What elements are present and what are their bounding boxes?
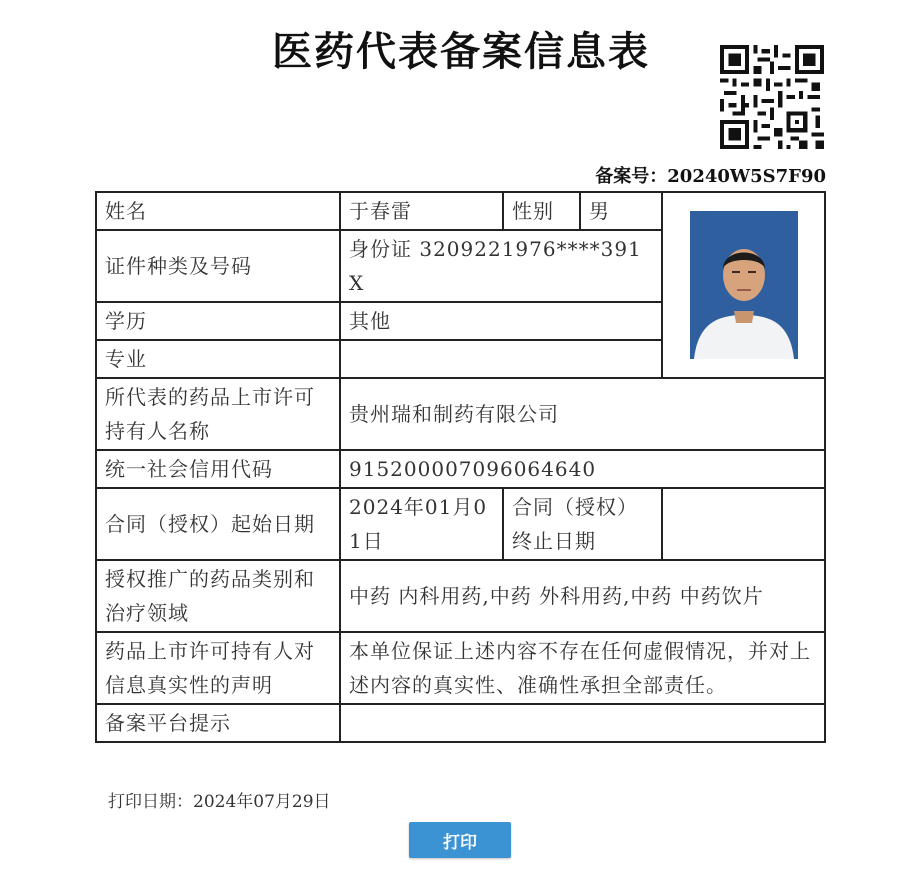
record-number [595, 162, 826, 188]
statement-value: 本单位保证上述内容不存在任何虚假情况，并对上述内容的真实性、准确性承担全部责任。 [340, 632, 825, 704]
print-date [108, 787, 331, 812]
platform-label: 备案平台提示 [96, 704, 340, 742]
info-table [95, 191, 826, 743]
record-number-label: 备案号： [595, 166, 668, 187]
table-row [96, 378, 825, 450]
record-number-value: 20240W5S7F90 [667, 166, 826, 187]
credit-code-value: 915200007096064640 [340, 450, 825, 488]
person-photo [690, 211, 798, 359]
education-value: 其他 [340, 302, 662, 340]
table-row [96, 704, 825, 742]
gender-label: 性别 [503, 192, 580, 230]
major-label: 专业 [96, 340, 340, 378]
print-date-value: 2024年07月29日 [193, 792, 331, 812]
holder-label: 所代表的药品上市许可持有人名称 [96, 378, 340, 450]
education-label: 学历 [96, 302, 340, 340]
holder-value: 贵州瑞和制药有限公司 [340, 378, 825, 450]
statement-label: 药品上市许可持有人对信息真实性的声明 [96, 632, 340, 704]
credit-code-label: 统一社会信用代码 [96, 450, 340, 488]
id-number: 3209221976****391X [349, 237, 642, 295]
category-label: 授权推广的药品类别和治疗领域 [96, 560, 340, 632]
id-value [340, 230, 662, 302]
contract-start-value: 2024年01月01日 [340, 488, 503, 560]
id-label: 证件种类及号码 [96, 230, 340, 302]
name-label: 姓名 [96, 192, 340, 230]
print-button[interactable]: 打印 [409, 822, 511, 858]
table-row [96, 488, 825, 560]
contract-start-label: 合同（授权）起始日期 [96, 488, 340, 560]
category-value: 中药 内科用药,中药 外科用药,中药 中药饮片 [340, 560, 825, 632]
qr-code-icon [720, 45, 824, 149]
name-value: 于春雷 [340, 192, 503, 230]
table-row [96, 450, 825, 488]
page-title: 医药代表备案信息表 [272, 28, 650, 75]
print-date-label: 打印日期： [108, 792, 193, 812]
table-row [96, 192, 825, 230]
table-row [96, 632, 825, 704]
table-row [96, 560, 825, 632]
major-value [340, 340, 662, 378]
id-type: 身份证 [349, 237, 412, 261]
contract-end-value [662, 488, 825, 560]
photo-cell [662, 192, 825, 378]
platform-value [340, 704, 825, 742]
gender-value: 男 [580, 192, 662, 230]
contract-end-label: 合同（授权）终止日期 [503, 488, 662, 560]
